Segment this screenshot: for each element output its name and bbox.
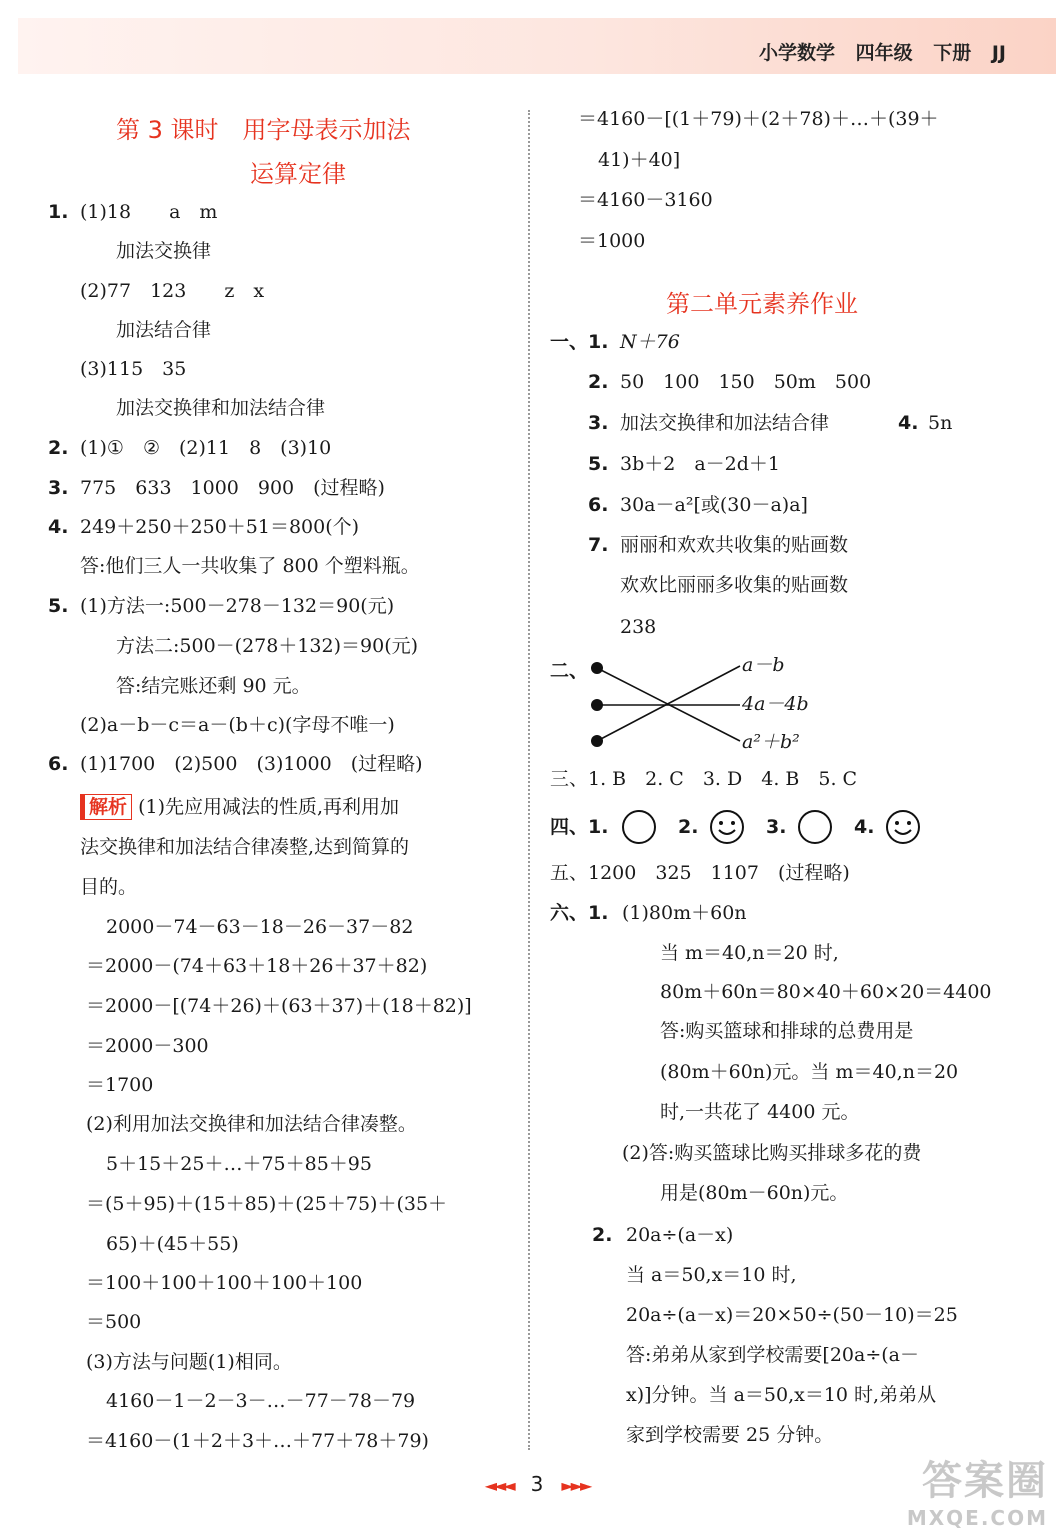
s1-q4-number: 4. xyxy=(898,412,919,434)
calc-line: ＝2000－300 xyxy=(86,1035,209,1057)
watermark-logo xyxy=(907,1449,1048,1530)
q4-number: 4. xyxy=(48,516,69,538)
analysis-text: (1)先应用减法的性质,再利用加 xyxy=(138,796,400,818)
analysis-line: 法交换律和加法结合律凑整,达到简算的 xyxy=(80,836,410,858)
calc-line: ＝500 xyxy=(86,1311,142,1333)
s6-line: 答:弟弟从家到学校需要[20a÷(a－ xyxy=(626,1344,919,1366)
section-5: 五、1200 325 1107 (过程略) xyxy=(550,862,850,884)
s1-q7-number: 7. xyxy=(588,534,609,556)
s6-line: (2)答:购买篮球比购买排球多花的费 xyxy=(622,1142,922,1164)
q3-answer: 775 633 1000 900 (过程略) xyxy=(80,477,385,499)
calc-line: ＝1000 xyxy=(578,230,646,252)
calc-line: ＝(5＋95)＋(15＋85)＋(25＋75)＋(35＋ xyxy=(86,1193,448,1215)
s6-line: 20a÷(a－x) xyxy=(626,1224,734,1246)
s6-line: 当 a＝50,x＝10 时, xyxy=(626,1264,797,1286)
smiley-face-icon xyxy=(884,808,922,846)
q5-number: 5. xyxy=(48,595,69,617)
s1-q6: 30a－a²[或(30－a)a] xyxy=(620,494,808,516)
analysis-line: (2)利用加法交换律和加法结合律凑整。 xyxy=(86,1113,417,1135)
section-4-number: 四、1. xyxy=(550,816,609,838)
lesson-title: 第 3 课时 用字母表示加法 xyxy=(116,116,411,144)
prev-arrows-icon: ◄◄◄ xyxy=(484,1476,513,1495)
calc-line: ＝4160－(1＋2＋3＋…＋77＋78＋79) xyxy=(86,1430,429,1452)
page-footer xyxy=(452,1472,622,1496)
section-2-number: 二、 xyxy=(550,660,589,682)
section-3: 三、1. B 2. C 3. D 4. B 5. C xyxy=(550,768,858,790)
match-option: a²＋b² xyxy=(742,731,800,753)
analysis-line: (3)方法与问题(1)相同。 xyxy=(86,1351,292,1373)
q4-reply: 答:他们三人一共收集了 800 个塑料瓶。 xyxy=(80,555,420,577)
q1-number: 1. xyxy=(48,201,69,223)
s6-line: x)]分钟。当 a＝50,x＝10 时,弟弟从 xyxy=(626,1384,937,1406)
analysis-tag: 解析 xyxy=(80,794,132,820)
s6-q2-number: 2. xyxy=(592,1224,613,1246)
calc-line: 4160－1－2－3－…－77－78－79 xyxy=(106,1390,416,1412)
unit-title: 第二单元素养作业 xyxy=(666,290,858,318)
s1-q2-number: 2. xyxy=(588,371,609,393)
s6-line: 20a÷(a－x)＝20×50÷(50－10)＝25 xyxy=(626,1304,958,1326)
watermark-text: 答案圈 xyxy=(922,1458,1048,1504)
section-1-number: 一、1. xyxy=(550,331,609,353)
s1-q3-number: 3. xyxy=(588,412,609,434)
calc-line: 2000－74－63－18－26－37－82 xyxy=(106,916,414,938)
s6-line: (80m＋60n)元。当 m＝40,n＝20 xyxy=(660,1061,959,1083)
s6-line: 当 m＝40,n＝20 时, xyxy=(660,942,839,964)
watermark-url: MXQE.COM xyxy=(906,1506,1048,1530)
s1-q5: 3b＋2 a－2d＋1 xyxy=(620,453,781,475)
q3-number: 3. xyxy=(48,477,69,499)
lesson-title-line2: 运算定律 xyxy=(250,160,346,188)
match-option: a－b xyxy=(742,654,785,676)
s1-q7-line: 欢欢比丽丽多收集的贴画数 xyxy=(620,574,849,596)
calc-line: 41)＋40] xyxy=(598,149,681,171)
s4-q3-number: 3. xyxy=(766,816,787,838)
calc-line: 5＋15＋25＋…＋75＋85＋95 xyxy=(106,1153,372,1175)
calc-line: ＝100＋100＋100＋100＋100 xyxy=(86,1272,363,1294)
matching-lines xyxy=(590,650,750,760)
q1-line: (3)115 35 xyxy=(80,358,187,380)
q1-line: 加法交换律和加法结合律 xyxy=(116,397,326,419)
s1-q7-line: 丽丽和欢欢共收集的贴画数 xyxy=(620,534,849,556)
s6-line: 时,一共花了 4400 元。 xyxy=(660,1101,860,1123)
s6-line: (1)80m＋60n xyxy=(622,902,747,924)
q5-line: 答:结完账还剩 90 元。 xyxy=(116,675,311,697)
calc-line: ＝4160－3160 xyxy=(578,189,713,211)
empty-circle-icon xyxy=(796,808,834,846)
q6-answer: (1)1700 (2)500 (3)1000 (过程略) xyxy=(80,753,423,775)
s1-q4: 5n xyxy=(928,412,953,434)
q5-line: 方法二:500－(278＋132)＝90(元) xyxy=(116,635,419,657)
section-6-number: 六、1. xyxy=(550,902,609,924)
q1-line: (2)77 123 z x xyxy=(80,280,265,302)
s4-q2-number: 2. xyxy=(678,816,699,838)
s1-q1: N＋76 xyxy=(620,331,680,353)
column-divider xyxy=(528,110,530,1450)
s6-line: 用是(80m－60n)元。 xyxy=(660,1182,849,1204)
s1-q6-number: 6. xyxy=(588,494,609,516)
analysis-line xyxy=(80,794,399,820)
q1-line: (1)18 a m xyxy=(80,201,218,223)
q4-answer: 249＋250＋250＋51＝800(个) xyxy=(80,516,360,538)
s1-q3: 加法交换律和加法结合律 xyxy=(620,412,830,434)
match-option: 4a－4b xyxy=(742,693,809,715)
calc-line: ＝2000－(74＋63＋18＋26＋37＋82) xyxy=(86,955,428,977)
empty-circle-icon xyxy=(620,808,658,846)
q1-line: 加法交换律 xyxy=(116,240,212,262)
s1-q5-number: 5. xyxy=(588,453,609,475)
q1-line: 加法结合律 xyxy=(116,319,212,341)
analysis-line: 目的。 xyxy=(80,876,138,898)
q2-answer: (1)① ② (2)11 8 (3)10 xyxy=(80,437,332,459)
s1-q7-line: 238 xyxy=(620,616,657,638)
calc-line: ＝1700 xyxy=(86,1074,154,1096)
header-title: 小学数学 四年级 下册 JJ xyxy=(759,42,1006,64)
page-number: 3 xyxy=(530,1472,544,1496)
smiley-face-icon xyxy=(708,808,746,846)
calc-line: ＝4160－[(1＋79)＋(2＋78)＋…＋(39＋ xyxy=(578,108,939,130)
q5-line: (2)a－b－c＝a－(b＋c)(字母不唯一) xyxy=(80,714,395,736)
s6-line: 答:购买篮球和排球的总费用是 xyxy=(660,1020,914,1042)
s4-q4-number: 4. xyxy=(854,816,875,838)
s1-q2: 50 100 150 50m 500 xyxy=(620,371,872,393)
next-arrows-icon: ►►► xyxy=(561,1476,590,1495)
calc-line: ＝2000－[(74＋26)＋(63＋37)＋(18＋82)] xyxy=(86,995,472,1017)
s6-line: 80m＋60n＝80×40＋60×20＝4400 xyxy=(660,981,992,1003)
q5-line: (1)方法一:500－278－132＝90(元) xyxy=(80,595,395,617)
q2-number: 2. xyxy=(48,437,69,459)
q6-number: 6. xyxy=(48,753,69,775)
s6-line: 家到学校需要 25 分钟。 xyxy=(626,1424,834,1446)
calc-line: 65)＋(45＋55) xyxy=(106,1233,239,1255)
